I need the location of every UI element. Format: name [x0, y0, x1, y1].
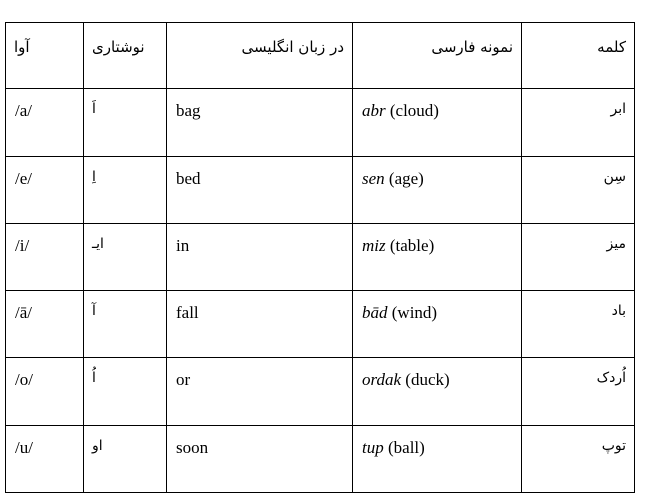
example-gloss: (duck)	[405, 370, 450, 390]
table-row	[6, 156, 635, 223]
header-row	[6, 23, 635, 89]
example-word: tup	[362, 437, 384, 457]
example-cell	[353, 291, 522, 358]
example-cell	[353, 358, 522, 425]
vowel-cell: /i/	[6, 223, 84, 290]
word-cell: ابر	[522, 89, 635, 156]
english-cell: in	[167, 223, 353, 290]
example-cell	[353, 89, 522, 156]
header-in-english: در زبان انگلیسی	[167, 23, 353, 89]
english-cell: or	[167, 358, 353, 425]
english-cell: soon	[167, 425, 353, 492]
example-gloss: (cloud)	[389, 101, 439, 121]
example-cell	[353, 425, 522, 492]
table-row	[6, 291, 635, 358]
example-word: bād	[362, 303, 388, 323]
word-cell: میز	[522, 223, 635, 290]
header-persian-example: نمونه فارسی	[353, 23, 522, 89]
table-row	[6, 223, 635, 290]
table-row	[6, 425, 635, 492]
example-gloss: (ball)	[387, 437, 425, 457]
word-cell: توپ	[522, 425, 635, 492]
vowel-cell: /o/	[6, 358, 84, 425]
header-vowel: آوا	[6, 23, 84, 89]
example-gloss: (table)	[389, 235, 435, 255]
word-cell: اُردک	[522, 358, 635, 425]
script-cell: ایـ	[84, 223, 167, 290]
table-row	[6, 358, 635, 425]
header-word: کلمه	[522, 23, 635, 89]
example-word: sen	[362, 168, 385, 188]
english-cell: bed	[167, 156, 353, 223]
vowel-cell: /e/	[6, 156, 84, 223]
script-cell: او	[84, 425, 167, 492]
example-gloss: (age)	[388, 168, 424, 188]
header-script: نوشتاری	[84, 23, 167, 89]
vowel-cell: /u/	[6, 425, 84, 492]
script-cell: اِ	[84, 156, 167, 223]
example-word: abr	[362, 101, 386, 121]
word-cell: سِن	[522, 156, 635, 223]
example-word: ordak	[362, 370, 402, 390]
example-gloss: (wind)	[391, 303, 438, 323]
example-cell	[353, 223, 522, 290]
vowel-table	[5, 22, 635, 493]
script-cell: آ	[84, 291, 167, 358]
word-cell: باد	[522, 291, 635, 358]
table-row	[6, 89, 635, 156]
example-cell	[353, 156, 522, 223]
script-cell: اُ	[84, 358, 167, 425]
example-word: miz	[362, 235, 386, 255]
vowel-cell: /ā/	[6, 291, 84, 358]
vowel-cell: /a/	[6, 89, 84, 156]
script-cell: اَ	[84, 89, 167, 156]
english-cell: fall	[167, 291, 353, 358]
english-cell: bag	[167, 89, 353, 156]
